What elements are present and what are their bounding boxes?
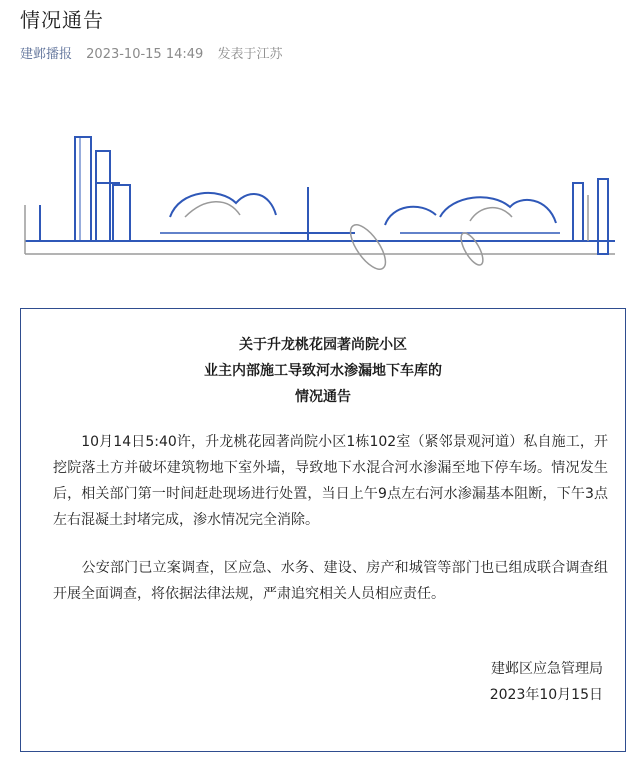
page-title: 情况通告 [20,8,104,32]
author-link[interactable]: 建邺播报 [20,47,73,62]
notice-title-line-2: 业主内部施工导致河水渗漏地下车库的 [204,363,442,379]
notice-signature: 建邺区应急管理局 [491,661,603,677]
skyline-illustration [0,125,644,275]
publish-location: 发表于江苏 [217,47,283,62]
notice-paragraph-2: 公安部门已立案调查，区应急、水务、建设、房产和城管等部门也已组成联合调查组开展全面调查，将依据法律法规，严肃追究相关人员相应责任。 [53,560,608,602]
article-meta [20,43,292,62]
publish-time: 2023-10-15 14:49 [86,47,204,62]
notice-title-line-3: 情况通告 [295,389,351,405]
notice-title-line-1: 关于升龙桃花园著尚院小区 [239,337,407,353]
notice-paragraph-1: 10月14日5:40许，升龙桃花园著尚院小区1栋102室（紧邻景观河道）私自施工，开挖院落土方并破坏建筑物地下室外墙，导致地下水混合河水渗漏至地下停车场。情况发生后，相关部门第一时间赶赴现场进行处置，当日上午9点左右河水渗漏基本阻断，下午3点左右混凝土封堵完成，渗水情况完全消除。 [53,434,608,528]
notice-box [20,308,626,752]
notice-date: 2023年10月15日 [489,687,603,703]
